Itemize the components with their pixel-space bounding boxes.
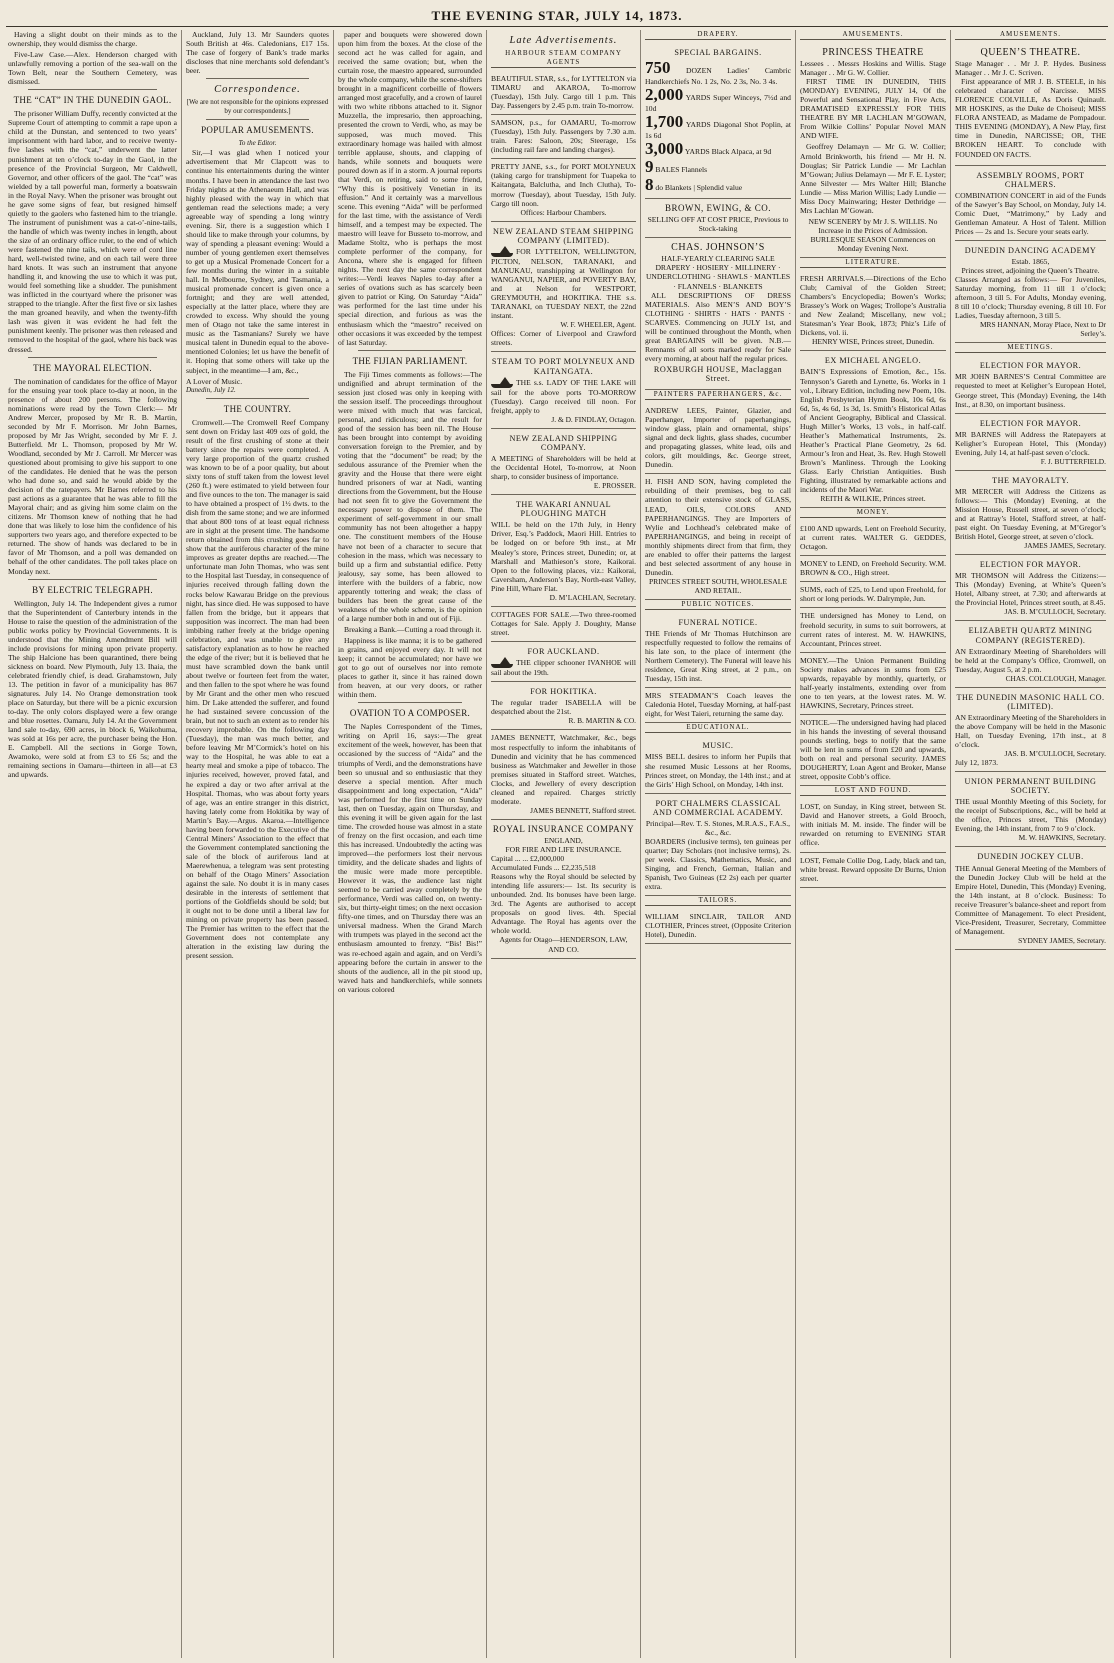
telegraph-auckland: Auckland, July 13. Mr Saunders quotes South British at 46s. Caledonians, £17 15s. The case of forgery of Bank’s trade marks discloses that nine merchants sold defendant’s beer. [186, 30, 329, 76]
ad-money-lend: MONEY to LEND, on Freehold Security. W.M. BROWN & CO., High street. [800, 556, 946, 582]
headline-telegraph: BY ELECTRIC TELEGRAPH. [32, 584, 153, 595]
ad-assembly-rooms: ASSEMBLY ROOMS, PORT CHALMERS. COMBINATION CONCERT in aid of the Funds of the Sawyer’s Bay School, on Monday, July 14. Comic Duet, “Matrimony,” by Lady and Gentleman Amateur. A Host of Talent. Million Prices — 2s and 1s. Secure your seats early. [955, 166, 1106, 241]
quip-breaking-bank: Breaking a Bank.—Cutting a road through it. [344, 624, 482, 634]
ad-port-molyneux: STEAM TO PORT MOLYNEUX AND KAITANGATA. THE s.s. LADY OF THE LAKE will sail for the above ports TO-MORROW (Tuesday). Cargo received till noon. For freight, apply to J. & D. FINDLAY, Octagon. [491, 352, 636, 429]
column-7 [951, 30, 1110, 1658]
headline-country: THE COUNTRY. [223, 403, 292, 414]
ad-princess-theatre: PRINCESS THEATRE Lessees . . Messrs Hoskins and Willis. Stage Manager . . Mr G. W. Collier. FIRST TIME IN DUNEDIN, THIS (MONDAY) EVENING, JULY 14, Of the Powerful and Sensational Play, in Five Acts, DRAMATISED EXPRESSLY FOR THIS THEATRE BY MR LACHLAN M’GOWAN, From Wilkie Collins’ Popular Novel MAN AND WIFE. Geoffrey Delamayn — Mr G. W. Collier; Arnold Brinkworth, his friend — Mr H. N. Douglas; Sir Patrick Lundie — Mr Lachlan M’Gowan; Julius Delamayn — Mr F. E. Lyster; Anne Silvester — Mrs Walter Hill; Blanche Lundie — Miss Marion Willis; Lady Lundie — Miss Docy Mainwaring; Hester Dethridge — Mrs Lachlan M’Gowan. NEW SCENERY by Mr J. S. WILLIS. No Increase in the Prices of Admission. BURLESQUE SEASON Commences on Monday Evening Next. [800, 43, 946, 258]
ad-union-building: UNION PERMANENT BUILDING SOCIETY. THE usual Monthly Meeting of this Society, for the receipt of Subscriptions, &c., will be held at the office, Princes street, This (Monday) Evening, the 14th instant, from 7 to 9 o’clock. M. W. HAWKINS, Secretary. [955, 772, 1106, 847]
article-mayoral: The nomination of candidates for the office of Mayor for the ensuing year took place to-day at noon, in the presence of about 200 persons. The following nominations were read by the Town Clerk:— Mr Andrew Mercer, proposed by Mr R. B. Martin, seconded by Mr F. Morrison. Mr John Barnes, proposed by Mr Jas Wright, seconded by Mr F. J. Butterfield. Mr L. Thomson, proposed by Mr W. Woodland, seconded by Mr J. Carroll. Mr Mercer was questioned about promising to give his support to one of the candidates. He denied that he was the person who had done so, and said he would abide by the decision of the ratepayers. Mr Barnes referred to his past actions as a guarantee that he was able to fill the Mayoral chair; and as giving him some claim on the citizens. Mr Thomson knew of nothing that he had done that was likely to lose him the confidence of his supporters two years ago, and therefore expected to be returned. The show of hands was declared to be in favor of Mr Thomson, and a poll was demanded on behalf of the other candidates. The poll takes place on Monday next. [8, 376, 177, 576]
ad-dancing-academy: DUNEDIN DANCING ACADEMY Estab. 1865, Princes street, adjoining the Queen’s Theatre. Classes Arranged as follows:— For Juveniles, Saturday morning, from 11 till 1 o’clock; afternoon, 3 till 5. For Adults, Monday evening, 8 till 10 o’clock; Thursday evening, 8 till 10. For Ladies, Tuesday afternoon, 3 till 5. MRS HANNAN, Moray Place, Next to Dr Serley’s. [955, 241, 1106, 343]
divider [358, 702, 462, 703]
ad-port-chalmers-academy: PORT CHALMERS CLASSICAL AND COMMERCIAL ACADEMY. Principal—Rev. T. S. Stones, M.R.A.S., F.A.S., &c., &c. BOARDERS (inclusive terms), ten guineas per quarter; Day Scholars (not inclusive terms), 2s. per week. Classics, Mathematics, Music, and Singing, and French, German, Italian and Spanish, Two Guineas (£2 2s) each per quarter extra. [645, 794, 791, 896]
five-law-case: Five-Law Case.—Alex. Henderson charged with unlawfully removing a portion of the sea-wall on the Town Belt, near the Southern Cemetery, was dismissed. [8, 50, 177, 87]
quip-happiness: Happiness is like manna; it is to be gathered in grains, and enjoyed every day. It will not keep; it cannot be accumulated; nor have we got to go out of ourselves nor into remote places to gather it, since it has rained down from heaven, at our very doors, or rather within them. [338, 636, 482, 700]
editorial-disclaimer: [We are not responsible for the opinions expressed by our correspondents.] [186, 98, 329, 116]
ad-james-bennett: JAMES BENNETT, Watchmaker, &c., begs most respectfully to inform the inhabitants of Dunedin and vicinity that he has commenced business as Watchmaker and Jeweller in those premises situated in Stafford street. Watches, Clocks, and Jewellery of every description cleaned and repaired. Charges strictly moderate. JAMES BENNETT, Stafford street. [491, 730, 636, 819]
ad-wakari: THE WAKARI ANNUAL PLOUGHING MATCH WILL be held on the 17th July, in Henry Driver, Esq.’s Paddock, Maori Hill. Entries to be lodged on or before 9th inst., at Mr Mealey’s store, Princes street, Dunedin; or, at Marshall and Mathieson’s store, Kaikorai. Open to the following places, viz.: Kaikorai, Caversham, Anderson’s Bay, North-east Valley, Pine Hill, Whare Flat. D. M’LACHLAN, Secretary. [491, 495, 636, 607]
article-country: Cromwell.—The Cromwell Reef Company sent down on Friday last 409 ozs of gold, the result of the first crushing of stone at their battery since the repairs were completed. A very large proportion of the quartz crushed was known to be of a poor quality, but about sixty tons of stuff taken from the lowest level (260 ft.) were estimated to yield between four and five ounces to the ton. The manager is said to have obtained a prospect of 1½ dwts. to the dish from the same stone; and we are informed that about 800 tons of at least equal richness are in sight at the present time. The handsome return obtained from this crushing goes far to show that the auriferous character of the mine improves as greater depths are reached.—The unfortunate man John Thomas, who was sent to the Hospital last Tuesday, in consequence of injuries received through falling down the rocks below Kawarau Bridge on the previous night, has since died. He was supposed to have fallen from the bridge, but it appears that supposition was incorrect. The man had been imbibing rather freely at the bridge opening celebration, and was unable to give any satisfactory explanation as to how he reached the edge of the river; but it is believed that he must have scrambled down the bank until about twelve or fourteen feet from the water, and then fallen to the spot where he was found by Mr Grant and the other men who rescued him. Dr Lake attended the sufferer, and found he had sustained severe concussion of the brain, but not to such an extent as to render his recovery improbable. On the following day (Tuesday), the man was much better, and before leaving Mr M’Cormick’s hotel on his way to the Hospital, he was able to eat a hearty meal and smoke a pipe of tobacco. The injuries received, however, proved fatal, and he expired a day or two after arrival at the Hospital. Thomas, who was about forty years of age, was an entire stranger in this district, having lately come from Hokitika by way of Martin’s Bay.—Argus. Akaroa.—Intelligence having been forwarded to the Executive of the Central Miners’ Association to the effect that the Government contemplated sanctioning the sale of the block of auriferous land at Maerewhenua, a telegram was sent protesting on behalf of the Otago Miners’ Association against the sale. No doubt it is in many cases desirable in the interests of settlement that portions of the Goldfields should be sold; but it ought not to be done until a liberal law for mining on private property has been passed. The Premier has written to the effect that the Government does not contemplate any alteration in the existing law during the present session. [186, 417, 329, 961]
ad-offices: Offices: Harbour Chambers. [520, 207, 607, 217]
section-money: MONEY. [800, 508, 946, 518]
column-3 [334, 30, 487, 1658]
column-container [4, 30, 1110, 1658]
ad-royal-insurance: ROYAL INSURANCE COMPANY ENGLAND, FOR FIRE AND LIFE INSURANCE. Capital ... ... £2,000,000 Accumulated Funds ... £2,235,518 Reasons why the Royal should be selected by intending life assurers:— 1st. Its security is unbounded. 2nd. Its bonuses have been large. 3rd. The Agents are authorised to accept proposals on good lives. 4th. Special Advantage. The Royal has agents over the whole world. Agents for Otago—HENDERSON, LAW, AND CO. [491, 820, 636, 959]
section-amusements-2: AMUSEMENTS. [955, 30, 1106, 40]
headline-mayoral: THE MAYORAL ELECTION. [33, 362, 152, 373]
ad-election-thomson: ELECTION FOR MAYOR. MR THOMSON will Address the Citizens:— This (Monday) Evening, at White’s Queen’s Hotel, Albany street, at 7.30; and afterwards at the Provincial Hotel, Princes street south, at 8.45. JAS. B. M’CULLOCH, Secretary. [955, 555, 1106, 621]
section-painters: PAINTERS PAPERHANGERS, &c. [645, 390, 791, 400]
bargain-row: 9 BALES Flannels [645, 157, 708, 177]
ad-funeral-notice: FUNERAL NOTICE. THE Friends of Mr Thomas Hutchinson are respectfully requested to follow the remains of his late son, to the place of interment (the Northern Cemetery). The Funeral will leave his residence, Great King street, at 2 p.m., on Tuesday, 15th inst. [645, 613, 791, 688]
ad-mayoralty-mercer: THE MAYORALTY. MR MERCER will Address the Citizens as follows:— This (Monday) Evening, at the Mission House, Russell street, at seven o’clock; and at Rattray’s Hotel, Stafford street, at half-past eight. On Tuesday Evening, at M’Gregor’s British Hotel, George street, at seven o’clock. JAMES JAMES, Secretary. [955, 471, 1106, 555]
section-drapery: DRAPERY. [645, 30, 791, 40]
ad-andrew-lees: ANDREW LEES, Painter, Glazier, and Paperhanger, Importer of paperhangings, window glass, plain and ornamental, ships’ signal and deck lights, glass shades, cucumber and propagating glasses, white lead, oils and colors, gilt mouldings, &c. George street, Dunedin. [645, 403, 791, 474]
divider [28, 89, 157, 90]
ship-icon [491, 378, 513, 388]
letter-signature: A Lover of Music. [186, 376, 243, 386]
column-5 [641, 30, 796, 1658]
ad-money-undersigned: THE undersigned has Money to Lend, on freehold security, in sums to suit borrowers, at current rates of interest. M. W. HAWKINS, Accountant, Princes street. [800, 608, 946, 652]
section-literature: LITERATURE. [800, 258, 946, 268]
headline-fijian-parliament: THE FIJIAN PARLIAMENT. [352, 355, 468, 366]
section-meetings: MEETINGS. [955, 343, 1106, 353]
column-6 [796, 30, 951, 1658]
section-educational: EDUCATIONAL. [645, 723, 791, 733]
column-1 [4, 30, 182, 1658]
divider [28, 579, 157, 580]
late-advertisements-heading: Late Advertisements. [509, 35, 618, 46]
ad-samson: SAMSON, p.s., for OAMARU, To-morrow (Tuesday), 15th July. Passengers by 7.30 a.m. train. Fares: Saloon, 20s; Steerage, 15s (including rail fare and landing charges). [491, 115, 636, 159]
divider [206, 78, 309, 79]
bargain-row: 750 DOZEN Ladies’ Cambric Handkerchiefs No. 1 2s, No. 2 3s, No. 3 4s. [645, 58, 791, 87]
headline-correspondence: Correspondence. [214, 84, 301, 96]
letter-salutation: To the Editor. [238, 139, 277, 148]
section-tailors: TAILORS. [645, 896, 791, 906]
article-verdi-continued: paper and bouquets were showered down upon him from the boxes. At the close of the second act he was called for again, and received the same ovation; but, when the curtain rose, the maestro appeared, surrounded by the whole company, while the scene-shifters brought in a magnificent corbeille of flowers arranged most gracefully, and a crown of laurel with two white ribbons attached to it. Signor Muzzella, the impresario, then approaching, presented the crown to Verdi, who, as may be supposed, was much moved. This extraordinary homage was hailed with almost terrible applause, shouts, and clapping of hands, while sonnets and bouquets were poured down as if in a storm. A journal reports that Verdi, on retiring, said to some friend, “Why this is positively Venetian in its effusion.” And it certainly was a marvellous scene. This evening “Aida” will be performed for the last time, with the assistance of Verdi himself, and a tempest may be expected. The maestro will leave for Busseto to-morrow, and Madame Stoltz, who is perhaps the most complete performer of the company, for Ancona, where she is engaged for fifteen nights. The next day the same correspondent writes:—Verdi leaves Naples to-day after a series of ovations such as has scarcely been given to patriot or King. On Saturday “Aida” was performed for the last time under his special direction, and furious as was the enthusiasm which the “maestro” received on other occasions it was exceeded by the tempest of last Saturday. [338, 30, 482, 347]
ship-icon [491, 247, 513, 257]
article-cat: The prisoner William Duffy, recently convicted at the Supreme Court of attempting to commit a rape upon a child at the Dunstan, and sentenced to two years’ imprisonment with hard labor, and to receive twenty-five lashes with the “cat,” underwent the latter punishment at ten o’clock to-day in the Gaol, in the presence of the Provincial Surgeon, Mr Caldwell, Governor, and other officers of the gaol. The “cat” was wielded by a tall powerful man, formerly a boatswain in the Royal Navy. When the prisoner was brought out he gave some signs of fear, but resigned himself quietly to the gaolers who fastened him to the triangle. The instrument of punishment was a cat-o’-nine-tails, the handle of which was twenty inches in length, about the size of an ordinary office ruler, to the end of which were fastened the nine tails, which were of cord line hard, well-twisted twine, and on each tail were three hard knots. It was such an instrument that anyone handling it, and knowing the use to which it was put, would feel something like a shudder. The punishment was inflicted in the courtyard where the prisoner was strapped to the triangle. After the first five or six lashes the man groaned heavily, and when the twenty-fifth lash was given it was evident he had felt the punishment keenly. The prisoner was then released and removed to the hospital of the gaol, where his back was dressed. [8, 109, 177, 354]
ad-elizabeth-mining: ELIZABETH QUARTZ MINING COMPANY (REGISTERED). AN Extraordinary Meeting of Shareholders will be held at the Company’s Office, Cromwell, on Tuesday, August 5, at 2 p.m. CHAS. COLCLOUGH, Manager. [955, 621, 1106, 687]
article-ovation: The Naples Correspondent of the Times, writing on April 16, says:—The great excitement of the week, however, has been that occasioned by the success of “Aida” and the triumphs of Verdi, and the demonstrations have been so unusual and so enthusiastic that they deserve a special mention. After much disappointment and long expectation, “Aida” was performed for the first time on Sunday last, then on Tuesday, again on Thursday, and this evening it will be given again for the last time. The crowded house was almost in a state of frenzy on the first occasion, and each time this has increased. Undoubtedly the acting was improved—the performers lost their nervous timidity, and the delicate shades and lights of the music were made more perceptible. However it was, the audience last night seemed to be carried away completely by the performance, Verdi was called on, on twenty-six, but thirty-eight times; on the next occasion fifty-one times, and on Thursday there was an universal madness. When the Grand March with trumpets was played in the second act the enthusiasm amounted to frenzy. “Bis! Bis!” was re-echoed again and again, and on Verdi’s appearing before the curtain in answer to the shouts of the audience, all in the pit stood up, waved hats and handkerchiefs, while sonnets on various colored [338, 722, 482, 994]
ad-special-bargains: SPECIAL BARGAINS. 750 DOZEN Ladies’ Cambric Handkerchiefs No. 1 2s, No. 2 3s, No. 3 4s. 2,000 YARDS Super Winceys, 7½d and 10d 1,700 YARDS Diagonal Shot Poplin, at 1s 6d 3,000 YARDS Black Alpaca, at 9d 9 BALES Flannels 8 do Blankets | Splendid value [645, 43, 791, 199]
section-lost-found: LOST AND FOUND. [800, 786, 946, 796]
headline-ovation: OVATION TO A COMPOSER. [349, 708, 471, 719]
ad-election-barnes-2: ELECTION FOR MAYOR. MR BARNES will Address the Ratepayers at Keligher’s European Hotel, This (Monday) Evening, July 14, at half-past seven o’clock. F. J. BUTTERFIELD. [955, 414, 1106, 471]
masthead: THE EVENING STAR, JULY 14, 1873. [6, 8, 1108, 27]
ad-election-barnes: ELECTION FOR MAYOR. MR JOHN BARNES’S Central Committee are requested to meet at Keligher’s European Hotel, George street, This (Monday) Evening, the 14th Inst., at 8.30, on important business. [955, 356, 1106, 413]
letter-date: Dunedin, July 12. [186, 385, 236, 394]
ad-brown-ewing: BROWN, EWING, & CO. SELLING OFF AT COST PRICE, Previous to Stock-taking [645, 199, 791, 238]
article-telegraph: Wellington, July 14. The Independent gives a rumor that the Superintendent of Canterbury intends in the House to raise the question of the administration of the public works policy by Provincial Governments. It is understood that the Mining Amendment Bill will include provisions for mining upon private property. The ship Halcione has been quarantined, there being sickness on board. New Plymouth, July 13. Ihaia, the celebrated friendly chief, is dead. Grahamstown, July 13. The petition in favor of a municipality has 867 signatures. July 14. No Orange demonstration took place on Saturday, but there will be a picnic excursion to-day. The only colors displayed were a few orange and blue rosettes. Oamaru, July 14. At the Government land sale to-day, 690 acres, in block 6, Waikohuma, was sold at 16s per acre, the purchaser being the Hon. E. Campbell. All the sections in Gorge Town, Awamoko, were sold at from £3 to £6 5s; and the remaining sections in Oamaru—thirteen in all—at £3 and upwards. [8, 598, 177, 780]
ad-auckland: FOR AUCKLAND. THE clipper schooner IVANHOE will sail about the 19th. [491, 642, 636, 682]
ad-masonic-hall: THE DUNEDIN MASONIC HALL CO. (LIMITED). AN Extraordinary Meeting of the Shareholders in the above Company will be held in the Masonic Hall, on Tuesday Evening, 17th inst., at 8 o’clock. JAS. B. M’CULLOCH, Secretary. July 12, 1873. [955, 688, 1106, 772]
ad-notice-dougherty: NOTICE.—The undersigned having had placed in his hands the investing of several thousand pounds sterling, begs to notify that the same will be lent in sums of from £20 and upwards, both on real and personal security. JAMES DOUGHERTY, Loan Agent and Broker, Manse street, opposite Cobb’s office. [800, 715, 946, 786]
ad-michael-angelo: EX MICHAEL ANGELO. BAIN’S Expressions of Emotion, &c., 15s. Tennyson’s Gareth and Lynette, 6s. Works in 1 vol., Library Edition, including new Poem, 10s. English Presbyterian Hymn Book, 10s 6d, 6s 6d, 5s, 4s 6d, 1s 3d, 1s. Smith’s Historical Atlas of Ancient Geography, Biblical and Classical. Hugh Miller’s Works, 13 vols., in half-calf. Heather’s Mathematical Instruments, 2s. Heather’s Practical Plane Geometry, 2s 6d. Armour’s Iron and Heat, 3s. Rev. Hugh Stowell Brown’s Manliness. Through the Looking Glass. Early Christian Antiquities. Bush Fighting, illustrated by remarkable actions and incidents of the Maori War. REITH & WILKIE, Princes street. [800, 351, 946, 508]
headline-cat: THE “CAT” IN THE DUNEDIN GAOL. [13, 95, 172, 106]
column-2 [182, 30, 334, 1658]
divider [206, 398, 309, 399]
divider [28, 357, 157, 358]
ad-cottages: COTTAGES FOR SALE.—Two three-roomed Cottages for Sale. Apply J. Doughty, Manse street. [491, 607, 636, 642]
ad-chas-johnson: CHAS. JOHNSON’S HALF-YEARLY CLEARING SALE DRAPERY · HOSIERY · MILLINERY · UNDERCLOTHING · SHAWLS · MANTLES · FLANNELS · BLANKETS ALL DESCRIPTIONS OF DRESS MATERIALS. Also MEN’S AND BOY’S CLOTHING · SHIRTS · HATS · PANTS · SCARVES. Commencing on JULY 1st, and will be continued throughout the Month, when great BARGAINS will be given. N.B.—Remnants of all sorts marked ready for Sale every morning, at about half the regular prices. ROXBURGH HOUSE, Maclaggan Street. [645, 238, 791, 390]
section-public-notices: PUBLIC NOTICES. [645, 600, 791, 610]
ad-nz-shipping: NEW ZEALAND SHIPPING COMPANY. A MEETING of Shareholders will be held at the Occidental Hotel, To-morrow, at Noon sharp, to consider business of importance. E. PROSSER. [491, 429, 636, 495]
section-amusements: AMUSEMENTS. [800, 30, 946, 40]
ad-nzss: NEW ZEALAND STEAM SHIPPING COMPANY (LIMITED). FOR LYTTELTON, WELLINGTON, PICTON, NELSON, TARANAKI, and MANUKAU, transhipping at Wellington for WANGANUI, NAPIER, and POVERTY BAY, and at Nelson for WESTPORT, GREYMOUTH, and HOKITIKA. THE s.s. TARANAKI, on TUESDAY NEXT, the 22nd instant. W. F. WHEELER, Agent. Offices: Corner of Liverpool and Crawford streets. [491, 222, 636, 353]
article-intro: Having a slight doubt on their minds as to the ownership, they would dismiss the charge. [8, 30, 177, 49]
ad-hokitika: FOR HOKITIKA. The regular trader ISABELLA will be despatched about the 21st. R. B. MARTIN & CO. [491, 682, 636, 730]
ad-lost-dog: LOST, Female Collie Dog, Lady, black and tan, white breast. Reward opposite Dr Burns, Union street. [800, 853, 946, 888]
bargain-row: 3,000 YARDS Black Alpaca, at 9d [645, 139, 772, 159]
ad-money-100: £100 AND upwards, Lent on Freehold Security, at current rates. WALTER G. GEDDES, Octagon. [800, 521, 946, 556]
column-4 [487, 30, 641, 1658]
ad-beautiful-star: BEAUTIFUL STAR, s.s., for LYTTELTON via TIMARU and AKAROA, To-morrow (Tuesday), 15th July. Cargo till 1 p.m. This Day. Passengers by 2.45 p.m. train To-morrow. [491, 71, 636, 115]
ad-money-sums: SUMS, each of £25, to Lend upon Freehold, for short or long periods. W. Dalrymple, Jun. [800, 582, 946, 608]
ad-fresh-arrivals: FRESH ARRIVALS.—Directions of the Echo Club; Carnival of the Golden Street; Chambers’s Encyclopedia; Bowen’s Works; Brassey’s Work on Wages; Trollope’s Australia and New Zealand; Miscellany, new vol.; Statesman’s Year Book, 1873; Phiz’s Life of Dickens, vol. ii. HENRY WISE, Princes street, Dunedin. [800, 271, 946, 351]
bargain-row: 1,700 YARDS Diagonal Shot Poplin, at 1s 6d [645, 112, 792, 141]
ad-queens-theatre: QUEEN’S THEATRE. Stage Manager . . Mr J. P. Hydes. Business Manager . . Mr J. C. Scriven. First appearance of MR J. B. STEELE, in his celebrated character of Narcisse. MISS FLORENCE COLVILLE, As Doris Quinault. MR HOSKINS, as the Duke de Choiseul; MISS FLORA ANSTEAD, as Madame de Pompadour. THIS EVENING (MONDAY), A New Play, first time in Dunedin, NARCISSE; OR, THE BROKEN HEART. To conclude with FOUNDED ON FACTS. [955, 43, 1106, 166]
ad-fish-and-son: H. FISH AND SON, having completed the rebuilding of their premises, beg to call attention to their extensive stock of GLASS, LEAD, OILS, COLORS AND PAPERHANGINGS. They are Importers of Wylie and Lochhead’s celebrated make of PAPERHANGINGS, and being in receipt of monthly shipments direct from that firm, they are enabled to offer their patterns the largest and best selected assortment of any house in Dunedin. PRINCES STREET SOUTH, WHOLESALE AND RETAIL. [645, 474, 791, 600]
article-fijian-parliament: The Fiji Times comments as follows:—The undignified and abrupt termination of the session just closed was only in keeping with the session itself. The proceedings throughout were mixed with much that was farcical, personal, and ridiculous; and the result for good of the session has been nil. The House has been brought into contempt by avoiding conversation foreign to the Premier, and by voting that the “document” be read; by the sedulous assurance of the Premier when the gravity and the House that there were eight hundred prisoners of war at Nadi, wanting directions from the Government, but the House had not seen fit to give the Government the necessary power to dispose of them. The experiment of self-government in our small community has not been altogether a happy one. The constituent members of the House have not been of a character to secure that cohesion in the mass, which was necessary to build up a firm and substantial edifice. Petty jealousy, say some, has been allowed to interfere with the builders of a fabric, now apparently tottering and weak; the class of builders has been the great cause of the weakness of the whole scheme, is the opinion of a large number both in and out of Fiji. [338, 369, 482, 623]
bargain-row: 8 do Blankets | Splendid value [645, 175, 743, 195]
ad-music: MUSIC. MISS BELL desires to inform her Pupils that she resumed Music Lessons at her Rooms, Princes street, on Monday, the 14th inst.; and at the Girls’ High School, on Monday, 14th inst. [645, 736, 791, 793]
headline-popular-amusements: POPULAR AMUSEMENTS. [201, 125, 314, 136]
ad-jockey-club: DUNEDIN JOCKEY CLUB. THE Annual General Meeting of the Members of the Dunedin Jockey Club will be held at the Empire Hotel, Dunedin, This (Monday) Evening, the 14th instant, at 8 o’clock. Business: To receive Treasurer’s balance-sheet and report from Committee of Management. To elect President, Vice-President, Treasurer, Secretary, Committee of Management. SYDNEY JAMES, Secretary. [955, 847, 1106, 949]
ship-icon [491, 658, 513, 668]
ad-coach: MRS STEADMAN’S Coach leaves the Caledonia Hotel, Tuesday Morning, at half-past eight, for West Taieri, returning the same day. [645, 688, 791, 723]
letter-body: Sir,—I was glad when I noticed your advertisement that Mr Clapcott was to continue his entertainments during the winter months. I have been in attendance the last two Friday nights at the Athenaeum Hall, and was highly pleased with the way in which that gentleman read the selections made; a very agreeable way of spending a long wintry evening. Sir, there is a suggestion which I should like to make through your columns, by way of spending a pleasant evening: Would a number of young gentlemen exert themselves to get up a Musical Promenade Concert for a few months during the winter in a suitable hall. In Melbourne, Sydney, and Tasmania, a musical promenade concert is given once a fortnight; and they are well attended, especially at the latter place, where they are crowded to excess. Why should the young men of Otago not take the same interest in music as the Tasmanians? Surely we have musical talent in Dunedin equal to the above-mentioned Colonies; let us have the benefit of it. Hoping that some others will take up the subject, in the meantime—I am, &c., [186, 148, 329, 375]
divider [206, 119, 309, 120]
bargain-row: 2,000 YARDS Super Winceys, 7½d and 10d [645, 85, 791, 114]
divider [358, 350, 462, 351]
harbour-steam-heading: HARBOUR STEAM COMPANY AGENTS [491, 49, 636, 68]
ad-money-union: MONEY.—The Union Permanent Building Society makes advances in sums from £25 upwards, repayable by monthly, quarterly, or half-yearly instalments, extending over from one to ten years, at the lowest rates. M. W. HAWKINS, Secretary, Princes street. [800, 653, 946, 715]
ad-pretty-jane: PRETTY JANE, s.s., for PORT MOLYNEUX (taking cargo for transhipment for Tuapeka to Kaitangata, Balclutha, and Inch Clutha), To-morrow (Tuesday), about Tuesday, 15th July. Cargo till noon. Offices: Harbour Chambers. [491, 159, 636, 221]
ad-lost-brooch: LOST, on Sunday, in King street, between St. David and Hanover streets, a Gold Brooch, with initials M. M. inside. The finder will be rewarded on returning to EVENING STAR office. [800, 799, 946, 852]
ad-william-sinclair: WILLIAM SINCLAIR, TAILOR AND CLOTHIER, Princes street, (Opposite Criterion Hotel), Dunedin. [645, 909, 791, 944]
